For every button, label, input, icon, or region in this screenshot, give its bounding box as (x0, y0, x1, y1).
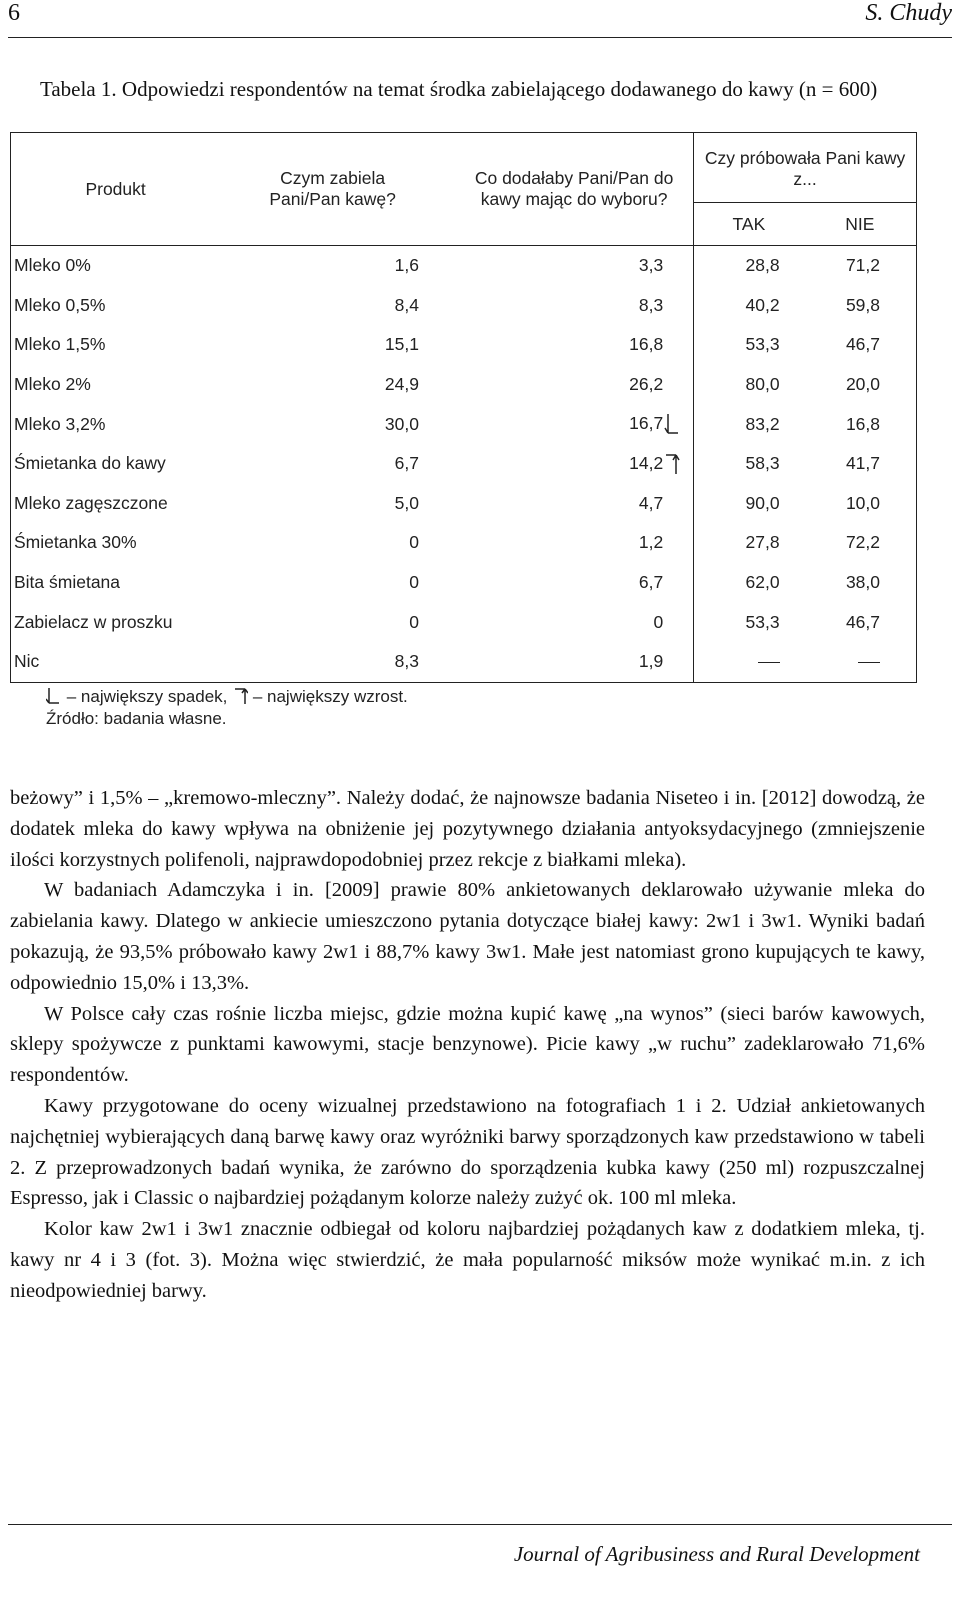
cell-no (804, 642, 917, 682)
cell-no: 72,2 (804, 523, 917, 563)
paragraph: Kawy przygotowane do oceny wizualnej przedstawiono na fotografiach 1 i 2. Udział ankietowanych najchętniej wybierających daną barwę kawy oraz wyróżniki barwy sporządzonych kaw przedstawiono w tabeli 2. Z przeprowadzonych badań wynika, że zarówno do sporządzenia kubka kawy (250 ml) rozpuszczalnej Espresso, jak i Classic o najbardziej pożądanym kolorze należy zużyć ok. 100 ml mleka. (10, 1094, 925, 1210)
cell-q1: 0 (409, 532, 419, 553)
arrow-down-icon (46, 687, 62, 705)
cell-product: Mleko 0% (11, 246, 221, 286)
table-row (11, 523, 917, 563)
cell-q2 (435, 286, 694, 326)
header-q3: Czy próbowała Pani kawy z... (694, 133, 917, 203)
cell-q1: 8,3 (220, 642, 435, 682)
footer-rule (8, 1524, 952, 1525)
table-row (11, 444, 917, 484)
table-row (11, 484, 917, 524)
cell-q2 (435, 484, 694, 524)
table-row (11, 246, 917, 286)
cell-product: Mleko zagęszczone (11, 484, 221, 524)
cell-no: 59,8 (804, 286, 917, 326)
cell-q2-value: 14,2 (629, 452, 664, 473)
dash-mark (758, 662, 780, 663)
table-caption: Tabela 1. Odpowiedzi respondentów na temat środka zabielającego dodawanego do kawy (n = 600) (40, 77, 878, 101)
cell-q2-value: 0 (653, 611, 664, 632)
cell-product: Nic (11, 642, 221, 682)
table-row (11, 404, 917, 444)
results-table (10, 132, 917, 683)
cell-product: Mleko 3,2% (11, 404, 221, 444)
cell-q2-value: 26,2 (629, 374, 664, 395)
paragraph: W Polsce cały czas rośnie liczba miejsc, gdzie można kupić kawę „na wynos” (sieci barów kawowych, sklepy spożywcze z punktami kawowymi, stacje benzynowe). Picie kawy „w ruchu” zadeklarowało 71,6% respondentów. (10, 1002, 925, 1087)
arrow-up-icon (664, 453, 680, 475)
cell-q2-value: 4,7 (638, 492, 664, 513)
cell-no: 10,0 (804, 484, 917, 524)
legend-down-label: – największy spadek, (66, 687, 228, 706)
cell-q2-value: 3,3 (638, 255, 664, 276)
cell-product: Śmietanka do kawy (11, 444, 221, 484)
running-author: S. Chudy (865, 0, 952, 26)
table-row (11, 365, 917, 405)
cell-q2 (435, 325, 694, 365)
cell-q1: 30,0 (384, 413, 419, 434)
cell-q1: 24,9 (384, 374, 419, 395)
paragraph: Kolor kaw 2w1 i 3w1 znacznie odbiegał od koloru najbardziej pożądanych kaw z dodatkiem mleka, tj. kawy nr 4 i 3 (fot. 3). Można więc stwierdzić, że mała popularność miksów może wynikać m.in. z ich nieodpowiedniej barwy. (10, 1218, 925, 1302)
cell-q1: 6,7 (394, 453, 419, 474)
cell-no: 46,7 (804, 325, 917, 365)
source-note: Źródło: badania własne. (46, 709, 227, 728)
cell-no: 38,0 (804, 563, 917, 603)
cell-no: 46,7 (804, 602, 917, 642)
cell-q2 (435, 602, 694, 642)
journal-footer: Journal of Agribusiness and Rural Development (513, 1542, 920, 1566)
cell-product: Mleko 2% (11, 365, 221, 405)
body-text (10, 783, 925, 1307)
cell-no: 20,0 (804, 365, 917, 405)
cell-yes: 62,0 (694, 563, 804, 603)
table-row (11, 286, 917, 326)
cell-q2-value: 1,2 (638, 532, 664, 553)
header-rule (8, 37, 952, 38)
table-row (11, 642, 917, 682)
cell-q2-value: 8,3 (638, 294, 664, 315)
table-row (11, 563, 917, 603)
cell-q2 (435, 246, 694, 286)
cell-yes: 28,8 (694, 246, 804, 286)
cell-yes: 58,3 (694, 444, 804, 484)
cell-q1: 0 (409, 611, 419, 632)
cell-q2 (435, 444, 694, 484)
paragraph: beżowy” i 1,5% – „kremowo-mleczny”. Należy dodać, że najnowsze badania Niseteo i in. [2012] dowodzą, że dodatek mleka do kawy wpływa na obniżenie jej pozytywnego działania antyoksydacyjnego (zmniejszenie ilości korzystnych polifenoli, najprawdopodobniej przez rekcje z białkami mleka). (10, 787, 925, 871)
cell-yes: 40,2 (694, 286, 804, 326)
page-number: 6 (8, 0, 20, 26)
running-header (8, 0, 952, 36)
cell-yes: 53,3 (694, 325, 804, 365)
header-q2: Co dodałaby Pani/Pan do kawy mając do wyboru? (435, 133, 694, 246)
cell-product: Mleko 0,5% (11, 286, 221, 326)
cell-product: Bita śmietana (11, 563, 221, 603)
table-row (11, 325, 917, 365)
cell-q2-value: 6,7 (638, 572, 664, 593)
cell-q2 (435, 563, 694, 603)
cell-yes: 27,8 (694, 523, 804, 563)
cell-q1: 5,0 (394, 492, 419, 513)
paragraph: W badaniach Adamczyka i in. [2009] prawie 80% ankietowanych deklarowało używanie mleka do zabielania kawy. Dlatego w ankiecie umieszczono pytania dotyczące białej kawy: 2w1 i 3w1. Wyniki badań pokazują, że 93,5% próbowało kawy 2w1 i 88,7% kawy 3w1. Małe jest natomiast grono kupujących te kawy, odpowiednio 15,0% i 13,3%. (10, 879, 925, 994)
cell-product: Zabielacz w proszku (11, 602, 221, 642)
cell-yes (694, 642, 804, 682)
cell-q1: 8,4 (394, 294, 419, 315)
cell-q2-value: 16,7 (629, 412, 664, 433)
cell-q1: 15,1 (384, 334, 419, 355)
cell-no: 71,2 (804, 246, 917, 286)
cell-yes: 80,0 (694, 365, 804, 405)
cell-q2-value: 1,9 (638, 651, 664, 672)
cell-product: Mleko 1,5% (11, 325, 221, 365)
cell-q2 (435, 365, 694, 405)
table-notes (46, 686, 408, 730)
dash-mark (858, 662, 880, 663)
header-product: Produkt (11, 133, 221, 246)
header-q1: Czym zabiela Pani/Pan kawę? (220, 133, 435, 246)
cell-yes: 53,3 (694, 602, 804, 642)
table-row (11, 602, 917, 642)
cell-q1: 1,6 (394, 255, 419, 276)
cell-yes: 83,2 (694, 404, 804, 444)
legend-up-label: – największy wzrost. (252, 687, 408, 706)
cell-no: 41,7 (804, 444, 917, 484)
cell-q2-value: 16,8 (629, 334, 664, 355)
cell-q2 (435, 642, 694, 682)
arrow-down-icon (664, 413, 680, 435)
cell-q2 (435, 404, 694, 444)
legend-line (46, 686, 408, 708)
header-no: NIE (804, 203, 917, 246)
cell-q2 (435, 523, 694, 563)
cell-no: 16,8 (804, 404, 917, 444)
arrow-up-icon (232, 687, 248, 705)
cell-product: Śmietanka 30% (11, 523, 221, 563)
cell-q1: 0 (409, 572, 419, 593)
cell-yes: 90,0 (694, 484, 804, 524)
header-yes: TAK (694, 203, 804, 246)
